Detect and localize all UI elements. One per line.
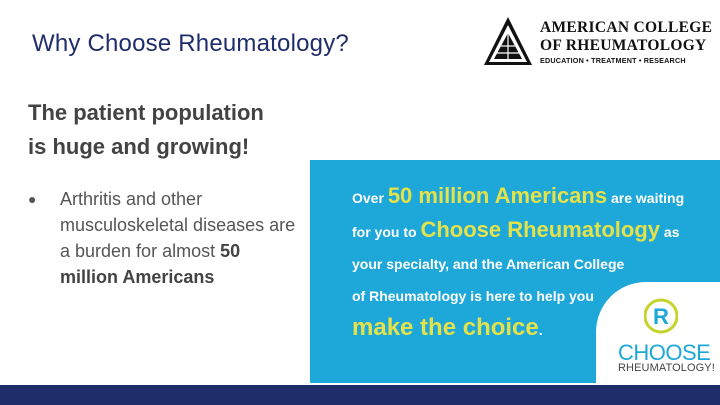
banner-line-2a: for you to: [352, 224, 421, 240]
heading-line-1: The patient population: [28, 100, 264, 125]
heading-line-2: is huge and growing!: [28, 134, 250, 159]
r-logo-icon: [644, 294, 678, 338]
banner-line-1c: are waiting: [607, 190, 685, 206]
acr-logo: [480, 15, 713, 67]
logo-line-1: AMERICAN COLLEGE: [540, 19, 713, 36]
slide-title: Why Choose Rheumatology?: [32, 30, 349, 57]
banner-line-5a: make the choice: [352, 314, 539, 341]
acr-pyramid-icon: [480, 15, 536, 67]
bullet-text-normal: Arthritis and other musculoskeletal diseases are a burden for almost: [60, 189, 296, 261]
slide-heading: [28, 96, 308, 164]
bullet-item: [28, 186, 298, 290]
footer-bar: [0, 385, 720, 405]
bullet-text: [60, 186, 298, 290]
bullet-dot-icon: ●: [28, 191, 37, 207]
banner-line-1: [352, 180, 702, 214]
banner-line-5b: .: [538, 322, 543, 338]
badge-sub: RHEUMATOLOGY!: [618, 362, 715, 374]
banner-line-2b: Choose Rheumatology: [420, 217, 661, 242]
banner-line-3: your specialty, and the American College: [352, 256, 625, 272]
banner-line-2c: as: [660, 224, 680, 240]
choose-rheumatology-badge: [596, 282, 720, 385]
banner-line-1a: Over: [352, 190, 388, 206]
bullet-text-bold: 50 million Americans: [60, 241, 241, 287]
badge-letter: R: [653, 304, 669, 329]
banner-line-4: of Rheumatology is here to help you: [352, 288, 594, 304]
banner-line-2: [352, 214, 702, 248]
banner-line-1b: 50 million Americans: [387, 183, 608, 208]
logo-line-3: EDUCATION • TREATMENT • RESEARCH: [540, 56, 686, 65]
logo-line-2: OF RHEUMATOLOGY: [540, 37, 707, 54]
badge-word: CHOOSE: [618, 340, 711, 365]
